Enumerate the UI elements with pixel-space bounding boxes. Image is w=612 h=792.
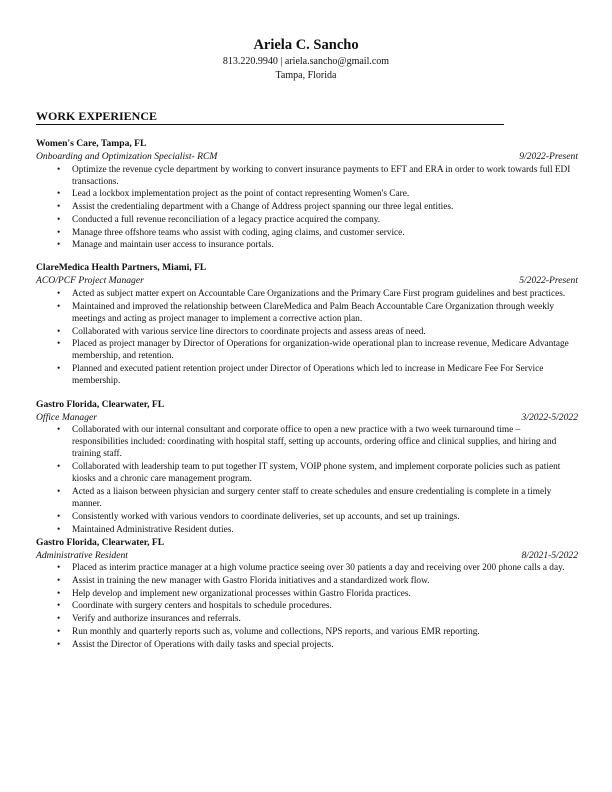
job-company: Gastro Florida, Clearwater, FL xyxy=(36,536,165,548)
bullet-text: • Placed as interim practice manager at a high volume practice seeing over 30 patients a day and receiving over 200 phone calls a day. xyxy=(72,563,565,574)
job-role: Administrative Resident xyxy=(36,549,128,561)
job-company: ClareMedica Health Partners, Miami, FL xyxy=(36,262,207,274)
job-gastro-admin-resident xyxy=(36,537,578,651)
bullet-item: • Consistently worked with various vendors to coordinate deliveries, set up accounts, and set up trainings. xyxy=(36,511,578,523)
bullet-item: • Help develop and implement new organizational processes within Gastro Florida practices. xyxy=(36,588,578,600)
bullet-item: • Maintained Administrative Resident duties. xyxy=(36,524,578,536)
bullet-item: • Assist the Director of Operations with daily tasks and special projects. xyxy=(36,639,578,651)
bullet-item: • Assist the credentialing department with a Change of Address project spanning our three legal entities. xyxy=(36,201,578,213)
bullet-item: • Run monthly and quarterly reports such as, volume and collections, NPS reports, and various EMR reporting. xyxy=(36,626,578,638)
location-line: Tampa, Florida xyxy=(275,70,337,81)
job-bullets xyxy=(36,164,578,252)
jobs-list xyxy=(36,138,578,662)
job-dates: 3/2022-5/2022 xyxy=(521,411,578,423)
job-bullets xyxy=(36,562,578,650)
job-role-row xyxy=(36,549,578,562)
bullet-item: • Maintained and improved the relationship between ClareMedica and Palm Beach Accountable Care Organization through weekly meetings and acting as project manager to implement a corrective action plan. xyxy=(36,301,578,325)
job-dates: 8/2021-5/2022 xyxy=(521,549,578,561)
bullet-item xyxy=(36,562,578,574)
job-role: Onboarding and Optimization Specialist- RCM xyxy=(36,151,218,162)
bullet-item: • Acted as a liaison between physician and surgery center staff to create schedules and ensure credentialing is complete in a timely manner. xyxy=(36,486,578,510)
job-role: ACO/PCF Project Manager xyxy=(36,275,144,287)
bullet-item: • Placed as project manager by Director of Operations for organization-wide operational plan to increase revenue, Medicare Advantage membership, and retention. xyxy=(36,338,578,362)
job-womens-care xyxy=(36,138,578,251)
job-role-row xyxy=(36,274,578,287)
bullet-item: • Acted as subject matter expert on Accountable Care Organizations and the Primary Care First program guidelines and best practices. xyxy=(36,288,578,300)
bullet-item: • Planned and executed patient retention project under Director of Operations which led to increase in Medicare Fee For Service membership. xyxy=(36,363,578,387)
job-claremedica xyxy=(36,262,578,387)
contact-line: 813.220.9940 | ariela.sancho@gmail.com xyxy=(222,56,390,67)
job-bullets xyxy=(36,288,578,388)
bullet-item: • Verify and authorize insurances and referrals. xyxy=(36,613,578,625)
bullet-item: • Collaborated with various service line directors to coordinate projects and assess areas of need. xyxy=(36,326,578,338)
job-role-row xyxy=(36,150,578,163)
bullet-item: • Collaborated with our internal consultant and corporate office to open a new practice with a two week turnaround time – responsibilities included: coordinating with hospital staff, setting up accounts, ordering office and clinical supplies, and hiring and training staff. xyxy=(36,424,578,461)
bullet-item: • Manage three offshore teams who assist with coding, aging claims, and customer service. xyxy=(36,227,578,239)
job-company: Women's Care, Tampa, FL xyxy=(36,138,147,149)
candidate-name: Ariela C. Sancho xyxy=(253,37,359,53)
job-role-row xyxy=(36,411,578,424)
bullet-item: • Coordinate with surgery centers and hospitals to schedule procedures. xyxy=(36,600,578,612)
bullet-item: • Optimize the revenue cycle department by working to convert insurance payments to EFT and ERA in order to work towards full EDI transactions. xyxy=(36,164,578,188)
job-gastro-office-manager xyxy=(36,399,578,536)
bullet-item: • Assist in training the new manager with Gastro Florida initiatives and a standardized work flow. xyxy=(36,575,578,587)
bullet-item: • Collaborated with leadership team to put together IT system, VOIP phone system, and implement corporate policies such as patient kiosks and a chronic care management program. xyxy=(36,461,578,485)
section-title-work-experience: WORK EXPERIENCE xyxy=(36,110,504,125)
bullet-item: • Lead a lockbox implementation project as the point of contact representing Women's Care. xyxy=(36,188,578,200)
job-role: Office Manager xyxy=(36,411,98,423)
job-bullets xyxy=(36,424,578,536)
job-company: Gastro Florida, Clearwater, FL xyxy=(36,398,165,410)
job-dates: 9/2022-Present xyxy=(519,151,578,162)
bullet-item: • Conducted a full revenue reconciliation of a legacy practice acquired the company. xyxy=(36,214,578,226)
job-dates: 5/2022-Present xyxy=(519,275,578,287)
bullet-item: • Manage and maintain user access to insurance portals. xyxy=(36,239,578,251)
